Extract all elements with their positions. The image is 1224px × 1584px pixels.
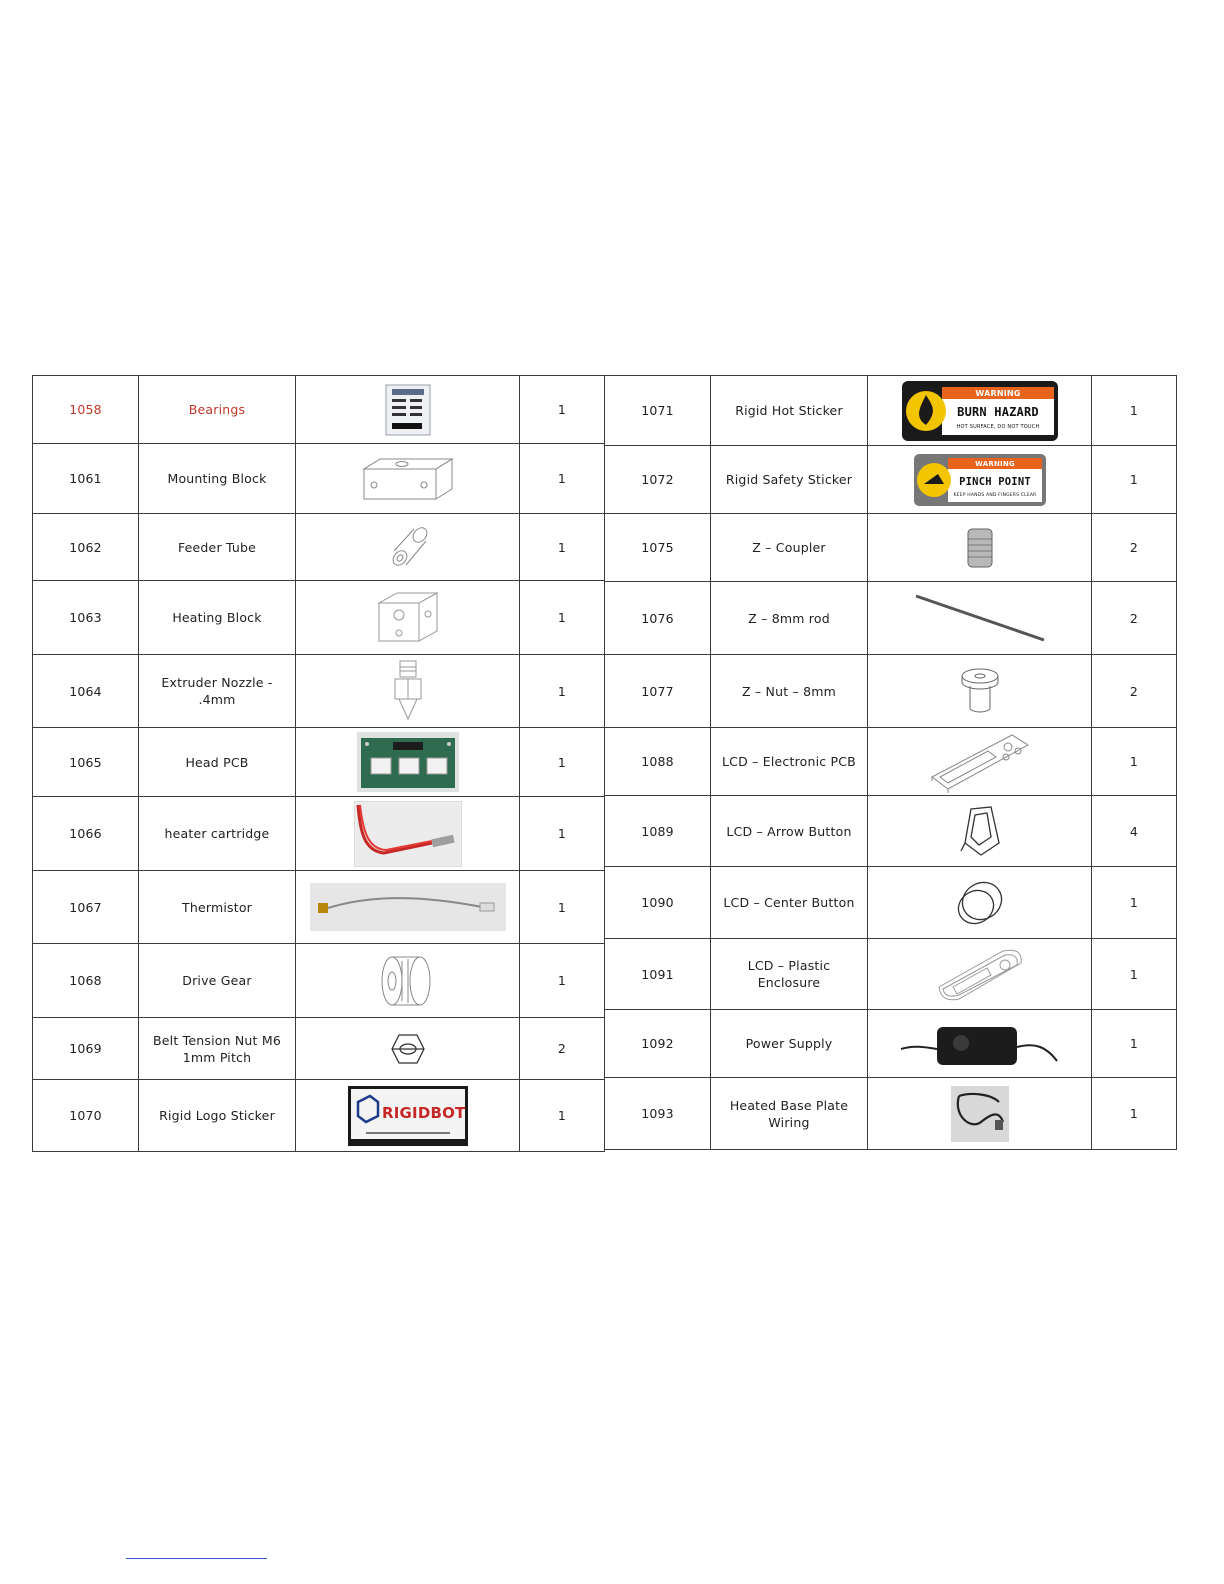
part-image-cell (868, 728, 1092, 796)
hex-nut-icon (390, 1032, 426, 1066)
part-number: 1089 (605, 796, 711, 867)
part-description: Drive Gear (139, 944, 296, 1018)
part-image-cell (868, 1078, 1092, 1150)
part-image-cell (868, 1010, 1092, 1078)
part-number: 1088 (605, 728, 711, 796)
part-number: 1093 (605, 1078, 711, 1150)
part-qty: 2 (1092, 655, 1177, 728)
part-description: Belt Tension Nut M6 1mm Pitch (139, 1018, 296, 1080)
table-row (605, 514, 1177, 582)
part-image-cell (868, 376, 1092, 446)
table-row (605, 728, 1177, 796)
part-image-cell (868, 655, 1092, 728)
part-image-cell (296, 871, 520, 944)
arrow-button-icon (957, 803, 1003, 859)
part-qty: 1 (520, 655, 605, 728)
sticker-main: BURN HAZARD (956, 404, 1039, 419)
part-description: Heating Block (139, 581, 296, 655)
heater-cartridge-photo (354, 801, 462, 867)
part-qty: 4 (1092, 796, 1177, 867)
part-qty: 1 (1092, 1010, 1177, 1078)
table-row (33, 514, 605, 581)
part-number: 1065 (33, 728, 139, 797)
table-row (605, 446, 1177, 514)
part-image-cell (868, 796, 1092, 867)
part-qty: 1 (1092, 376, 1177, 446)
coupler-icon (965, 527, 995, 569)
table-row (605, 655, 1177, 728)
part-description: LCD – Center Button (711, 867, 868, 939)
part-description: Heated Base Plate Wiring (711, 1078, 868, 1150)
part-qty: 1 (520, 581, 605, 655)
part-image-cell (296, 797, 520, 871)
rod-icon (912, 592, 1048, 644)
part-qty: 1 (520, 944, 605, 1018)
part-image-cell (296, 1018, 520, 1080)
power-supply-photo (899, 1017, 1061, 1071)
part-image-cell (296, 514, 520, 581)
table-row (33, 944, 605, 1018)
part-description: Z – Nut – 8mm (711, 655, 868, 728)
part-number: 1066 (33, 797, 139, 871)
table-row (33, 1080, 605, 1152)
part-number: 1062 (33, 514, 139, 581)
mounting-block-icon (360, 455, 456, 503)
part-qty: 1 (520, 728, 605, 797)
table-row (33, 871, 605, 944)
table-row (605, 1010, 1177, 1078)
part-description: LCD – Arrow Button (711, 796, 868, 867)
part-number: 1072 (605, 446, 711, 514)
part-description: Rigid Hot Sticker (711, 376, 868, 446)
part-image-cell (296, 376, 520, 444)
part-description: Rigid Safety Sticker (711, 446, 868, 514)
part-number: 1077 (605, 655, 711, 728)
part-description: Z – Coupler (711, 514, 868, 582)
burn-hazard-sticker (902, 381, 1058, 441)
part-qty: 1 (1092, 728, 1177, 796)
part-description: Mounting Block (139, 444, 296, 514)
sticker-logo-text: RIGIDBOT (381, 1103, 465, 1122)
part-description: Bearings (139, 376, 296, 444)
part-qty: 1 (520, 514, 605, 581)
part-number: 1061 (33, 444, 139, 514)
drive-gear-icon (376, 951, 440, 1011)
table-row (605, 939, 1177, 1010)
part-number: 1090 (605, 867, 711, 939)
table-row (33, 376, 605, 444)
part-image-cell (868, 939, 1092, 1010)
part-qty: 1 (1092, 446, 1177, 514)
part-description: Extruder Nozzle - .4mm (139, 655, 296, 728)
table-row (605, 796, 1177, 867)
part-qty: 1 (1092, 867, 1177, 939)
bearings-pack-icon (384, 383, 432, 437)
part-number: 1071 (605, 376, 711, 446)
table-row (33, 728, 605, 797)
part-image-cell (868, 514, 1092, 582)
part-number: 1063 (33, 581, 139, 655)
part-description: LCD – Electronic PCB (711, 728, 868, 796)
table-row (33, 444, 605, 514)
part-number: 1076 (605, 582, 711, 655)
part-number: 1058 (33, 376, 139, 444)
part-image-cell (296, 1080, 520, 1152)
part-number: 1091 (605, 939, 711, 1010)
thermistor-photo (310, 883, 506, 931)
part-qty: 1 (520, 444, 605, 514)
part-qty: 2 (1092, 582, 1177, 655)
part-qty: 1 (1092, 939, 1177, 1010)
flange-nut-icon (959, 666, 1001, 716)
part-qty: 1 (520, 797, 605, 871)
part-qty: 1 (520, 376, 605, 444)
part-number: 1075 (605, 514, 711, 582)
part-image-cell (296, 728, 520, 797)
sticker-head: WARNING (974, 388, 1021, 398)
table-row (33, 655, 605, 728)
heated-wiring-photo (951, 1086, 1009, 1142)
table-row (605, 867, 1177, 939)
part-number: 1092 (605, 1010, 711, 1078)
rigidbot-logo-sticker (348, 1086, 468, 1146)
parts-table-left (32, 375, 605, 1152)
part-image-cell (868, 446, 1092, 514)
part-image-cell (296, 944, 520, 1018)
part-qty: 2 (520, 1018, 605, 1080)
part-number: 1064 (33, 655, 139, 728)
part-qty: 1 (520, 871, 605, 944)
part-qty: 1 (1092, 1078, 1177, 1150)
part-description: Thermistor (139, 871, 296, 944)
part-number: 1069 (33, 1018, 139, 1080)
part-number: 1070 (33, 1080, 139, 1152)
extruder-nozzle-icon (391, 659, 425, 723)
table-row (605, 1078, 1177, 1150)
part-description: Rigid Logo Sticker (139, 1080, 296, 1152)
part-number: 1067 (33, 871, 139, 944)
part-image-cell (296, 581, 520, 655)
part-image-cell (296, 655, 520, 728)
lcd-pcb-icon (928, 729, 1032, 795)
table-row (33, 797, 605, 871)
part-image-cell (296, 444, 520, 514)
sticker-sub: HOT SURFACE, DO NOT TOUCH (956, 423, 1039, 430)
table-row (33, 1018, 605, 1080)
part-image-cell (868, 867, 1092, 939)
part-description: Z – 8mm rod (711, 582, 868, 655)
part-description: Power Supply (711, 1010, 868, 1078)
table-row (605, 376, 1177, 446)
part-number: 1068 (33, 944, 139, 1018)
sticker-head: WARNING (974, 459, 1015, 468)
feeder-tube-icon (384, 523, 432, 571)
lcd-enclosure-icon (933, 943, 1027, 1005)
table-row (33, 581, 605, 655)
heating-block-icon (375, 589, 441, 647)
sticker-main: PINCH POINT (958, 475, 1031, 488)
parts-table-right (604, 375, 1177, 1150)
table-row (605, 582, 1177, 655)
part-description: Head PCB (139, 728, 296, 797)
part-description: Feeder Tube (139, 514, 296, 581)
pinch-point-sticker (914, 454, 1046, 506)
part-description: heater cartridge (139, 797, 296, 871)
part-image-cell (868, 582, 1092, 655)
part-description: LCD – Plastic Enclosure (711, 939, 868, 1010)
part-qty: 1 (520, 1080, 605, 1152)
footnote-separator-line (126, 1558, 267, 1559)
head-pcb-photo (357, 732, 459, 792)
center-button-icon (954, 877, 1006, 929)
part-qty: 2 (1092, 514, 1177, 582)
sticker-sub: KEEP HANDS AND FINGERS CLEAR (952, 492, 1037, 498)
